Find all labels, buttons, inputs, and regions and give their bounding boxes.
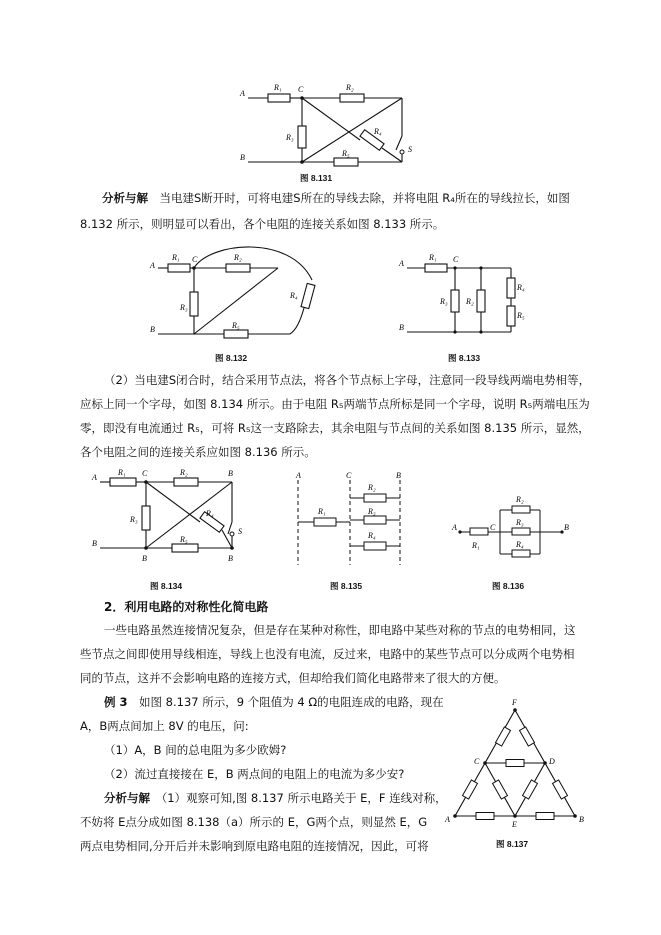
paragraph-2-line-2: 应标上同一个字母，如图 8.134 所示。由于电阻 R₅两端节点所标是同一个字母，说明 R₅两端电压为	[80, 397, 590, 411]
paragraph-3-line-3: 同的节点，这并不会影响电路的连接方式，但却给我们简化电路带来了很大的方便。	[80, 671, 506, 685]
label-R4: R₄	[368, 531, 376, 540]
label-R1: R₁	[118, 468, 126, 477]
label-R2: R₂	[234, 253, 242, 262]
section-title: 2．利用电路的对称性化简电路	[104, 600, 269, 614]
label-R3: R₃	[440, 297, 448, 306]
label-R1: R₁	[274, 83, 282, 92]
label-R2: R₂	[466, 297, 474, 306]
figure-8-134	[88, 466, 258, 566]
paragraph-3-line-2: 些节点之间即使用导线相连，导线上也没有电流，反过来，电路中的某些节点可以分成两个电势相	[80, 647, 575, 661]
analysis-heading-2: 分析与解	[104, 791, 150, 805]
example-3-line-1: 例 3 如图 8.137 所示，9 个阻值为 4 Ω的电阻连成的电路，现在	[104, 695, 444, 709]
label-B: B	[579, 815, 584, 824]
label-R5: R₅	[517, 311, 525, 320]
label-R3: R₃	[368, 507, 376, 516]
label-R1: R₁	[472, 541, 480, 550]
figure-8-137	[445, 698, 590, 828]
caption-8-137: 图 8.137	[496, 839, 529, 849]
label-A: A	[399, 259, 404, 268]
label-R4: R₄	[517, 283, 525, 292]
label-R2: R₂	[516, 495, 524, 504]
analysis-line-3: 两点电势相同,分开后并未影响到原电路电阻的连接情况，因此，可将	[80, 839, 429, 853]
label-B: B	[399, 323, 404, 332]
label-R4: R₄	[374, 127, 382, 136]
label-B: B	[92, 539, 97, 548]
label-R1: R₁	[172, 253, 180, 262]
label-A: A	[240, 89, 245, 98]
label-A: A	[150, 261, 155, 270]
label-C: C	[142, 469, 148, 478]
label-R1: R₁	[429, 253, 437, 262]
label-R4: R₄	[206, 509, 214, 518]
label-B: B	[564, 523, 569, 532]
label-R1: R₁	[318, 507, 326, 516]
example-3-heading: 例 3	[104, 695, 128, 709]
label-A: A	[296, 471, 301, 480]
label-B: B	[150, 325, 155, 334]
caption-8-131: 图 8.131	[300, 173, 333, 183]
figure-8-131	[230, 78, 430, 168]
label-R2: R₂	[180, 468, 188, 477]
label-B: B	[228, 554, 233, 563]
caption-8-134: 图 8.134	[150, 581, 183, 591]
paragraph-3-line-1: 一些电路虽然连接情况复杂，但是存在某种对称性，即电路中某些对称的节点的电势相同，这	[104, 623, 576, 637]
caption-8-133: 图 8.133	[448, 353, 481, 363]
label-R3: R₃	[516, 518, 524, 527]
label-R2: R₂	[368, 483, 376, 492]
paragraph-2-line-3: 零，即没有电流通过 R₅，可将 R₅这一支路除去，其余电阻与节点间的关系如图 8.135 所示，显然，	[80, 421, 590, 435]
analysis-heading-1: 分析与解	[102, 191, 148, 205]
label-B: B	[228, 469, 233, 478]
example-3-question-1: （1）A，B 间的总电阻为多少欧姆?	[104, 743, 287, 757]
label-S: S	[238, 527, 242, 536]
label-C: C	[453, 255, 459, 264]
analysis-line-2: 不妨将 E点分成如图 8.138（a）所示的 E，G两个点，则显然 E，G	[80, 815, 428, 829]
figure-8-136	[448, 492, 578, 572]
analysis-line-1: 分析与解 （1）观察可知,图 8.137 所示电路关于 E，F 连线对称，	[104, 791, 447, 805]
label-B: B	[142, 554, 147, 563]
figure-8-132	[140, 240, 340, 350]
label-C: C	[192, 255, 198, 264]
label-C: C	[490, 523, 496, 532]
label-E: E	[512, 820, 517, 829]
paragraph-2-line-4: 各个电阻之间的连接关系应如图 8.136 所示。	[80, 445, 316, 459]
label-R5: R₅	[180, 535, 188, 544]
label-R4: R₄	[516, 540, 524, 549]
label-R5: R₅	[232, 321, 240, 330]
label-A: A	[92, 473, 97, 482]
label-R2: R₂	[346, 83, 354, 92]
paragraph-2-line-1: （2）当电建S闭合时，结合采用节点法，将各个节点标上字母，注意同一段导线两端电势相等，	[104, 373, 591, 387]
paragraph-1-line-1: 分析与解 当电建S断开时，可将电建S所在的导线去除，并将电阻 R₄所在的导线拉长，如图	[102, 191, 570, 205]
label-R3: R₃	[286, 133, 294, 142]
label-A: A	[445, 815, 450, 824]
example-3-line-2: A，B两点间加上 8V 的电压，问:	[80, 719, 249, 733]
label-R3: R₃	[130, 515, 138, 524]
label-F: F	[512, 698, 517, 707]
paragraph-1-line-2: 8.132 所示，则明显可以看出，各个电阻的连接关系如图 8.133 所示。	[80, 217, 445, 231]
label-A: A	[452, 523, 457, 532]
label-R3: R₃	[180, 303, 188, 312]
example-3-question-2: （2）流过直接接在 E，B 两点间的电阻上的电流为多少安?	[104, 767, 405, 781]
figure-8-135	[288, 470, 418, 570]
label-R4: R₄	[290, 291, 298, 300]
label-B: B	[396, 471, 401, 480]
label-S: S	[408, 145, 412, 154]
caption-8-136: 图 8.136	[492, 581, 525, 591]
caption-8-135: 图 8.135	[330, 581, 363, 591]
label-R5: R₅	[342, 149, 350, 158]
label-C: C	[346, 471, 352, 480]
label-D: D	[549, 757, 555, 766]
label-B: B	[240, 153, 245, 162]
caption-8-132: 图 8.132	[215, 353, 248, 363]
figure-8-133	[395, 248, 535, 348]
label-C: C	[298, 85, 304, 94]
label-C: C	[474, 757, 480, 766]
